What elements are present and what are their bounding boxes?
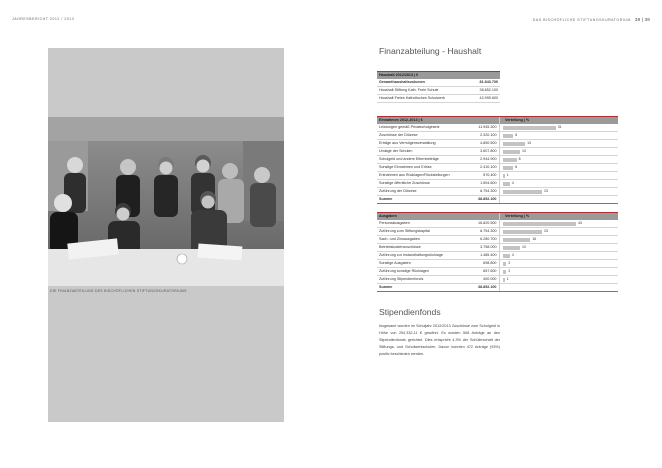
distribution-label: 1 (506, 173, 509, 178)
table-row (377, 95, 500, 103)
distribution-label: 2 (508, 261, 511, 266)
row-value: 657.600 (463, 268, 499, 276)
team-photo-illustration (48, 141, 284, 286)
row-value: 400.000 (463, 276, 499, 284)
row-value: 38.852.100 (462, 87, 500, 95)
distribution-label: 23 (544, 229, 548, 234)
table-row (377, 87, 500, 95)
table-row (377, 140, 618, 148)
photo-caption: DIE FINANZABTEILUNG DES BISCHÖFLICHEN STIFTUNGSKURATORIUMS (50, 289, 187, 293)
row-label: Betriebskostenzuschüsse (377, 244, 463, 252)
page-numbers: 38 | 39 (634, 17, 650, 22)
distribution-bar (503, 190, 542, 195)
table-row (377, 260, 618, 268)
distribution-cell (503, 140, 618, 148)
distribution-cell (503, 276, 618, 284)
sum-label: Summe (377, 284, 463, 292)
stipendien-title: Stipendienfonds (379, 307, 441, 317)
row-value: 4.850.500 (463, 140, 499, 148)
distribution-label: 16 (532, 237, 537, 242)
team-photo (48, 141, 284, 286)
row-label: Sonstige Einnahmen und Erlöse (377, 164, 463, 172)
distribution-cell (503, 220, 618, 228)
row-label: Schulgeld und andere Elternbeiträge (377, 156, 463, 164)
distribution-label: 31 (557, 125, 562, 130)
row-value: 2.320.100 (463, 132, 499, 140)
row-value: 1.485.400 (463, 252, 499, 260)
row-value: 6.280.700 (463, 236, 499, 244)
distribution-bar (503, 254, 510, 259)
row-value: 42.995.600 (462, 95, 500, 103)
distribution-bar (503, 230, 542, 235)
distribution-bar (503, 246, 520, 251)
table-row (377, 228, 618, 236)
row-label: Gesamthaushaltsvolumen (377, 79, 462, 87)
haushalt-header: Haushalt 2012/2013 | € (377, 72, 500, 80)
gray-band (48, 117, 284, 141)
distribution-label: 4 (511, 181, 514, 186)
row-label: Leistungen gemäß Privatschulgesetz (377, 124, 463, 132)
table-row (377, 276, 618, 284)
distribution-bar (503, 222, 576, 227)
distribution-cell (503, 236, 618, 244)
row-value: 16.820.500 (463, 220, 499, 228)
distribution-cell (503, 228, 618, 236)
ausgaben-header-right: Verteilung | % (503, 213, 618, 221)
distribution-label: 1 (506, 277, 509, 282)
haushalt-table (377, 71, 500, 103)
row-label: Erträge aus Vermögensverwaltung (377, 140, 463, 148)
distribution-bar (503, 278, 505, 283)
einnahmen-header-row (377, 117, 618, 125)
distribution-bar (503, 166, 513, 171)
distribution-cell (503, 244, 618, 252)
sum-row (377, 284, 618, 292)
running-header-title: DAS BISCHÖFLICHE STIFTUNGSKURATORIUM (532, 18, 631, 22)
table-row (377, 148, 618, 156)
distribution-bar (503, 238, 530, 243)
sum-label: Summe (377, 196, 463, 204)
table-row (377, 236, 618, 244)
row-value: 570.400 (463, 172, 499, 180)
row-label: Personalausgaben (377, 220, 463, 228)
row-value: 2.944.900 (463, 156, 499, 164)
distribution-bar (503, 134, 513, 139)
distribution-bar (503, 158, 517, 163)
row-label: Zuführung Stipendienfonds (377, 276, 463, 284)
row-value: 1.504.600 (463, 180, 499, 188)
table-row (377, 188, 618, 196)
distribution-label: 2 (508, 269, 511, 274)
table-row (377, 164, 618, 172)
running-header-right (533, 17, 650, 22)
distribution-bar (503, 182, 510, 187)
einnahmen-table (377, 116, 618, 204)
table-row (377, 220, 618, 228)
distribution-label: 8 (518, 157, 521, 162)
row-label: Sach- und Zinsausgaben (377, 236, 463, 244)
distribution-cell (503, 156, 618, 164)
row-value: 3.607.800 (463, 148, 499, 156)
row-value: 11.945.300 (463, 124, 499, 132)
distribution-cell (503, 268, 618, 276)
row-label: Sonstige öffentliche Zuschüsse (377, 180, 463, 188)
distribution-label: 6 (515, 133, 518, 138)
finanz-title: Finanzabteilung - Haushalt (379, 46, 482, 56)
table-row (377, 156, 618, 164)
sum-value: 38.852.100 (463, 196, 499, 204)
distribution-bar (503, 174, 505, 179)
distribution-label: 6 (515, 165, 518, 170)
distribution-bar (503, 142, 525, 147)
distribution-label: 13 (527, 141, 531, 146)
table-row (377, 252, 618, 260)
row-label: Zuschüsse der Diözese (377, 132, 463, 140)
row-value: 8.754.300 (463, 228, 499, 236)
row-value: 3.758.000 (463, 244, 499, 252)
row-label: Zuführung sonstige Rücklagen (377, 268, 463, 276)
distribution-cell (503, 164, 618, 172)
table-row (377, 180, 618, 188)
distribution-bar (503, 262, 506, 267)
table-row (377, 244, 618, 252)
distribution-bar (503, 126, 556, 131)
row-label: Entnahmen aus Rücklagen/Rückstellungen (377, 172, 463, 180)
distribution-bar (503, 270, 506, 275)
table-row (377, 79, 500, 87)
ausgaben-header: Ausgaben (377, 213, 499, 221)
distribution-cell (503, 180, 618, 188)
sum-value: 38.852.100 (463, 284, 499, 292)
sum-row (377, 196, 618, 204)
row-label: Zuführung zum Stiftungskapital (377, 228, 463, 236)
row-label: Umlage der Schulen (377, 148, 463, 156)
distribution-label: 10 (522, 245, 526, 250)
row-value: 8.754.300 (463, 188, 499, 196)
ausgaben-header-row (377, 213, 618, 221)
distribution-cell (503, 188, 618, 196)
table-row (377, 132, 618, 140)
distribution-cell (503, 252, 618, 260)
row-label: Haushalt Freies Katholisches Schulwerk (377, 95, 462, 103)
distribution-label: 43 (578, 221, 582, 226)
distribution-cell (503, 148, 618, 156)
table-row (377, 268, 618, 276)
einnahmen-header: Einnahmen 2012-2013 | € (377, 117, 499, 125)
distribution-cell (503, 124, 618, 132)
running-header-left: JAHRESBERICHT 2012 / 2013 (12, 17, 75, 21)
row-value: 81.843.700 (462, 79, 500, 87)
haushalt-header-row (377, 72, 500, 80)
ausgaben-table (377, 212, 618, 292)
distribution-label: 10 (522, 149, 526, 154)
row-label: Haushalt Stiftung Kath. Freie Schule (377, 87, 462, 95)
einnahmen-header-right: Verteilung | % (503, 117, 618, 125)
distribution-cell (503, 260, 618, 268)
distribution-cell (503, 132, 618, 140)
distribution-label: 23 (544, 189, 548, 194)
table-row (377, 172, 618, 180)
row-value: 698.800 (463, 260, 499, 268)
row-label: Zuführung zur Instandhaltungsrücklage (377, 252, 463, 260)
distribution-label: 4 (511, 253, 514, 258)
table-row (377, 124, 618, 132)
distribution-bar (503, 150, 520, 155)
row-value: 2.410.100 (463, 164, 499, 172)
distribution-cell (503, 172, 618, 180)
row-label: Zuführung der Diözese (377, 188, 463, 196)
stipendien-text: Insgesamt wurden im Schuljahr 2012/2013 Zuschüsse zum Schulgeld in Höhe von 254.332,11 € gewährt. Es wurden 508 Anträge an den Stipendienfonds gerichtet. Dies entspricht 4,3% der Schülerschaft der Stiftungs- und Schulwerkschulen. Davon konnten 472 Anträge (93%) positiv beschieden werden. (379, 324, 500, 357)
row-label: Sonstige Ausgaben (377, 260, 463, 268)
